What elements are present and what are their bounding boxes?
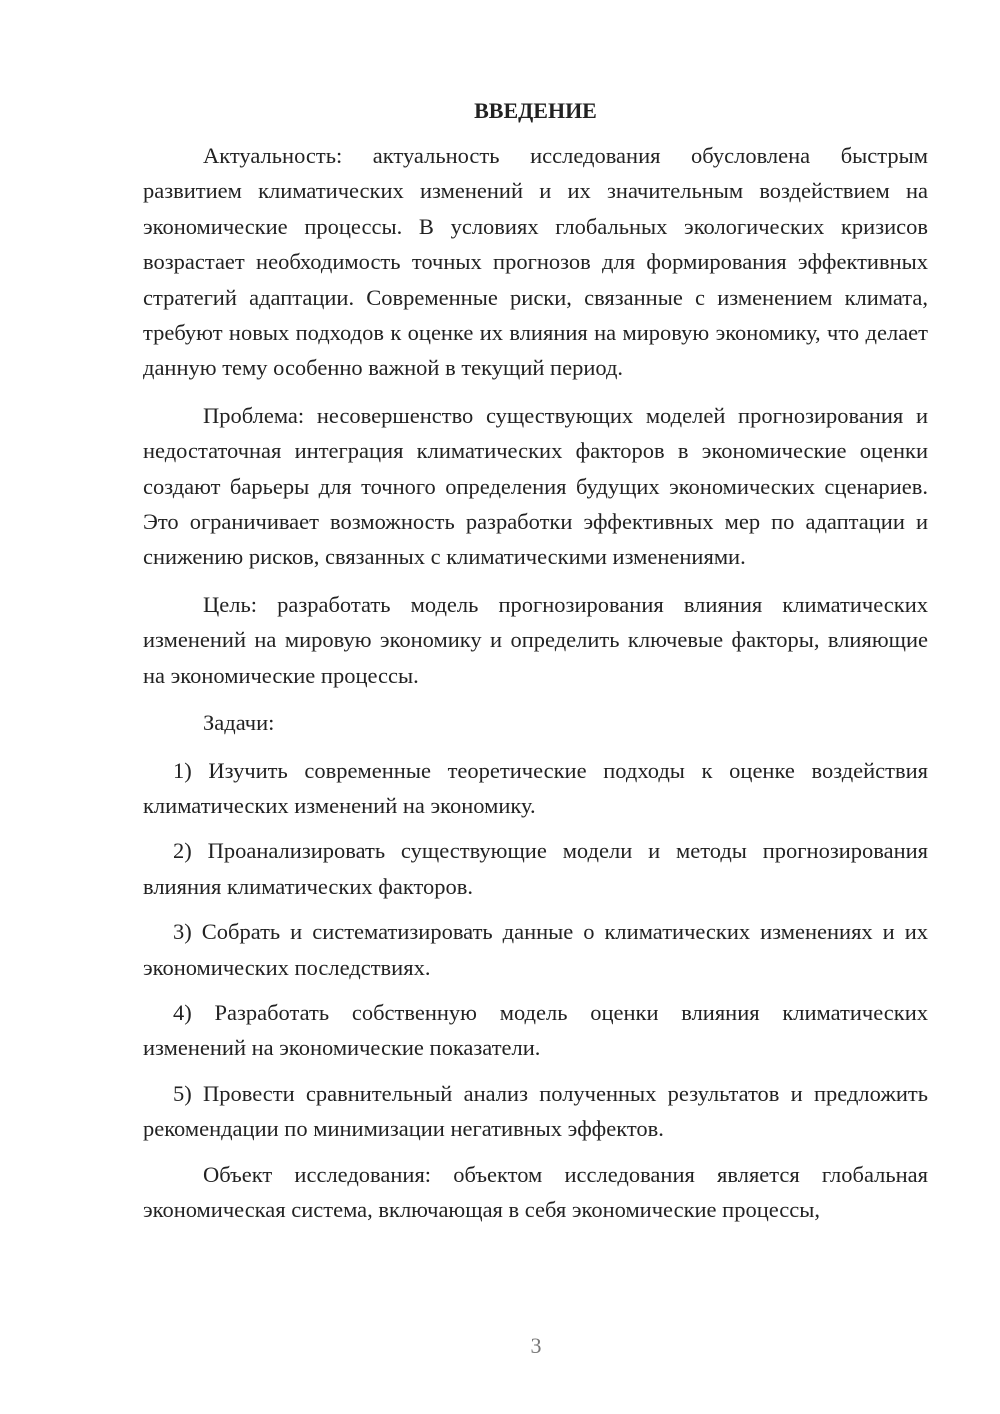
object-paragraph: Объект исследования: объектом исследования является глобальная экономическая система, включающая в себя экономические процессы, (143, 1161, 928, 1222)
relevance-paragraph: Актуальность: актуальность исследования обусловлена быстрым развитием климатических изменений и их значительным воздействием на экономические процессы. В условиях глобальных экологических кризисов возрастает необходимость точных прогнозов для формирования эффективных стратегий адаптации. Современные риски, связанные с изменением климата, требуют новых подходов к оценке их влияния на мировую экономику, что делает данную тему особенно важной в текущий период. (143, 143, 928, 381)
problem-paragraph: Проблема: несовершенство существующих моделей прогнозирования и недостаточная интеграция климатических факторов в экономические оценки создают барьеры для точного определения будущих экономических сценариев. Это ограничивает возможность разработки эффективных мер по адаптации и снижению рисков, связанных с климатическими изменениями. (143, 402, 928, 570)
tasks-label: Задачи: (203, 710, 275, 736)
task-item-2: 2) Проанализировать существующие модели и методы прогнозирования влияния климатических факторов. (143, 838, 928, 899)
task-item-5: 5) Провести сравнительный анализ полученных результатов и предложить рекомендации по минимизации негативных эффектов. (143, 1080, 928, 1142)
page-number: 3 (530, 1333, 542, 1358)
task-item-1: 1) Изучить современные теоретические подходы к оценке воздействия климатических изменений на экономику. (143, 757, 928, 818)
task-item-3: 3) Собрать и систематизировать данные о климатических изменениях и их экономических последствиях. (143, 919, 928, 980)
goal-paragraph: Цель: разработать модель прогнозирования влияния климатических изменений на мировую экономику и определить ключевые факторы, влияющие на экономические процессы. (143, 591, 928, 688)
task-item-4: 4) Разработать собственную модель оценки влияния климатических изменений на экономические показатели. (143, 999, 928, 1061)
page-content (143, 95, 928, 1239)
section-heading: ВВЕДЕНИЕ (474, 98, 597, 123)
